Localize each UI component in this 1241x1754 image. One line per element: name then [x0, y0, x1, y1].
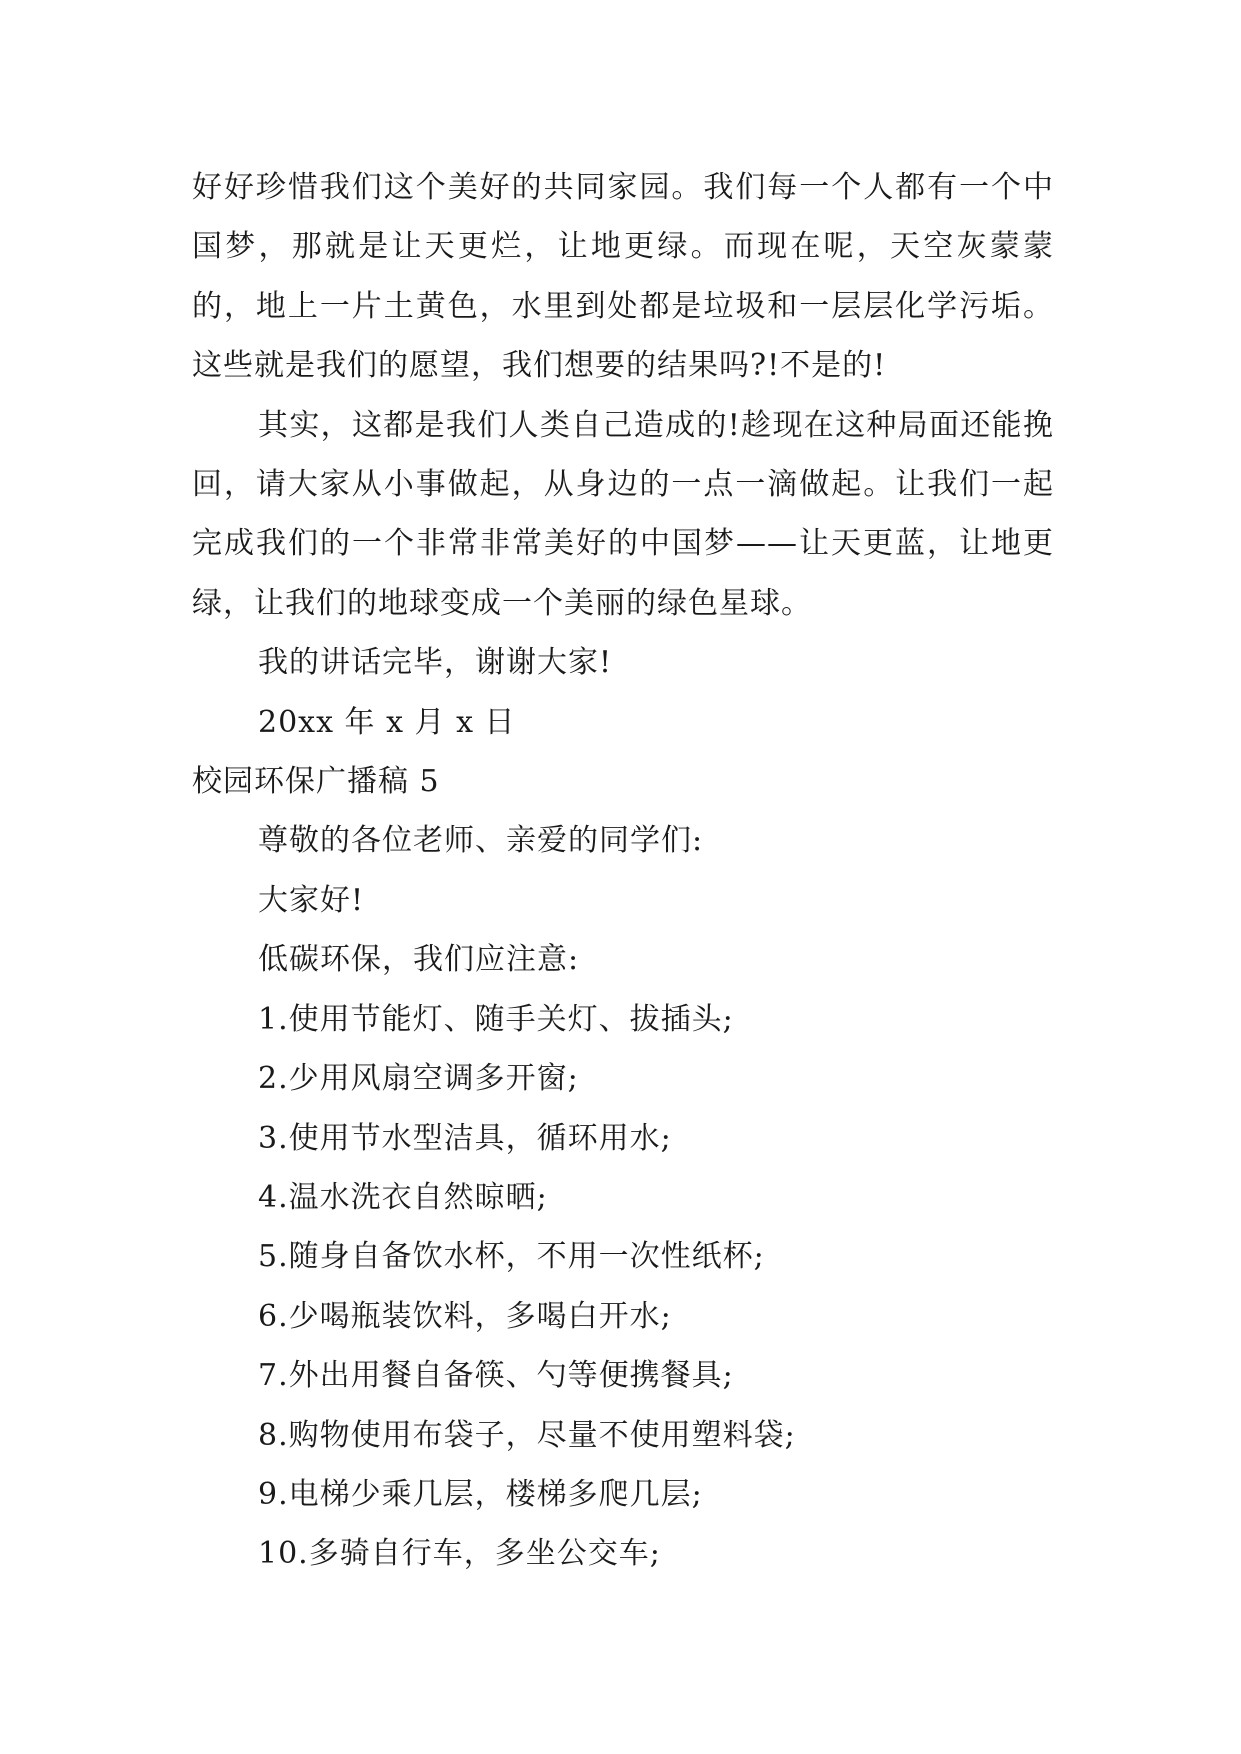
- section-title: 校园环保广播稿 5: [192, 764, 440, 800]
- list-item: 8.购物使用布袋子，尽量不使用塑料袋;: [258, 1417, 796, 1453]
- list-item: 1.使用节能灯、随手关灯、拔插头;: [258, 1001, 734, 1037]
- list-item: 2.少用风扇空调多开窗;: [258, 1061, 579, 1097]
- list-item: 9.电梯少乘几层，楼梯多爬几层;: [258, 1476, 703, 1512]
- list-item: 5.随身自备饮水杯，不用一次性纸杯;: [258, 1239, 765, 1275]
- document-body: [192, 158, 1054, 1584]
- intro-line: 低碳环保，我们应注意:: [258, 942, 580, 978]
- list-item: 7.外出用餐自备筷、勺等便携餐具;: [258, 1358, 734, 1394]
- paragraph-2: 其实，这都是我们人类自己造成的!趁现在这种局面还能挽回，请大家从小事做起，从身边的一点一滴做起。让我们一起完成我们的一个非常非常美好的中国梦——让天更蓝，让地更绿，让我们的地球变成一个美丽的绿色星球。: [192, 407, 1054, 621]
- list-item: 3.使用节水型洁具，循环用水;: [258, 1120, 672, 1156]
- paragraph-continued: 好好珍惜我们这个美好的共同家园。我们每一个人都有一个中国梦，那就是让天更烂，让地更绿。而现在呢，天空灰蒙蒙的，地上一片土黄色，水里到处都是垃圾和一层层化学污垢。这些就是我们的愿望，我们想要的结果吗?!不是的!: [192, 170, 1054, 384]
- list-item: 10.多骑自行车，多坐公交车;: [258, 1536, 661, 1572]
- salutation: 尊敬的各位老师、亲爱的同学们:: [258, 823, 704, 859]
- list-item: 6.少喝瓶装饮料，多喝白开水;: [258, 1298, 672, 1334]
- list-item: 4.温水洗衣自然晾晒;: [258, 1179, 548, 1215]
- greeting: 大家好!: [258, 882, 365, 918]
- date-line: 20xx 年 x 月 x 日: [258, 704, 516, 740]
- closing-line: 我的讲话完毕，谢谢大家!: [258, 645, 613, 681]
